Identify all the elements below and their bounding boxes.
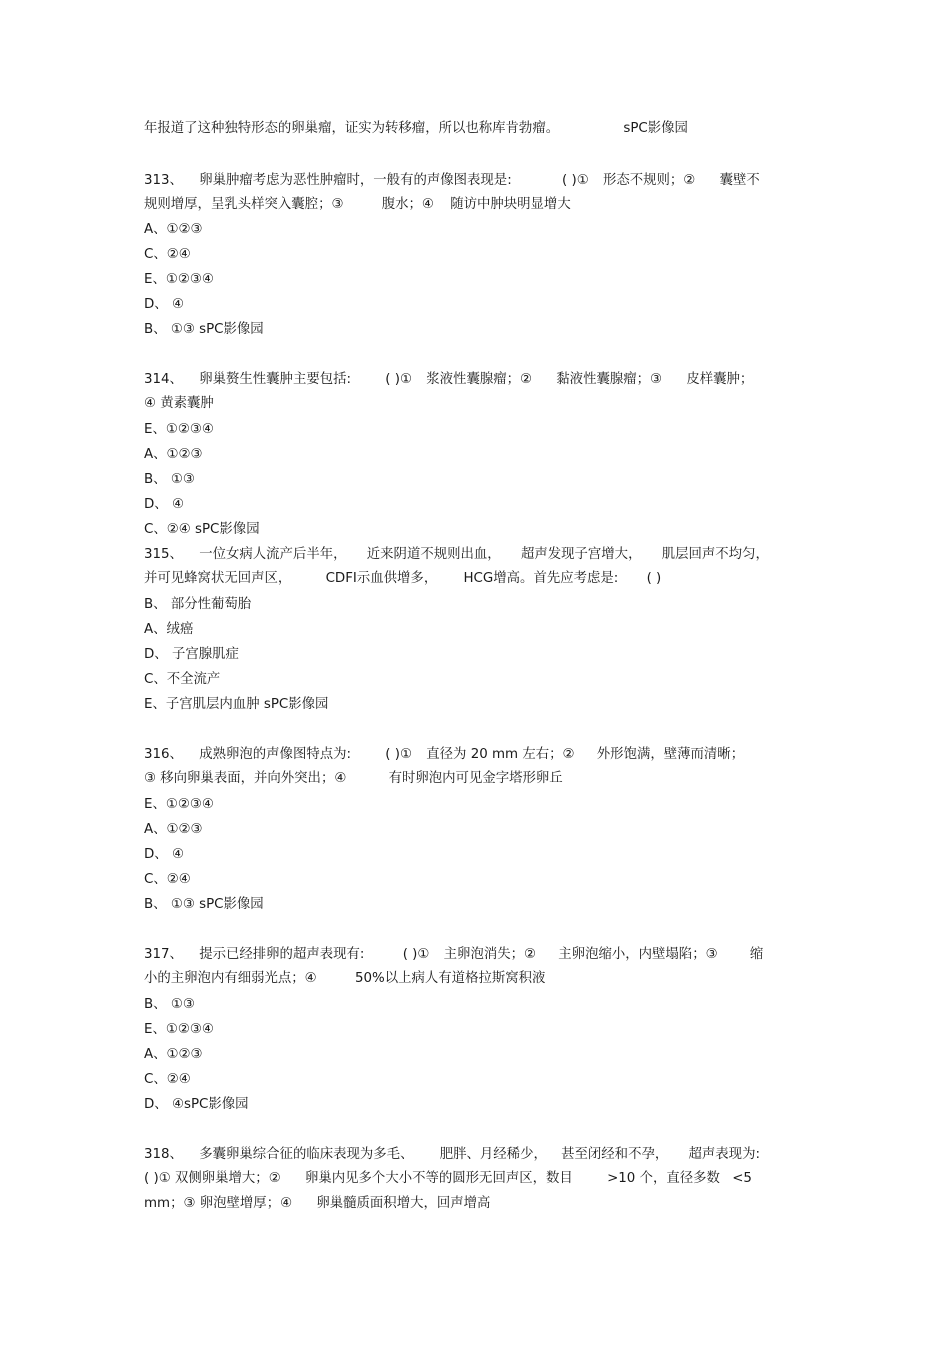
- question-stem: 超声发现子宫增大，: [520, 547, 642, 562]
- option: D、 子宫腺肌症: [144, 647, 239, 662]
- question-number: 314、: [144, 372, 183, 387]
- question-stem: 规则增厚，呈乳头样突入囊腔；③: [144, 197, 344, 212]
- question-stem: 肌层回声不均匀，: [661, 547, 769, 562]
- question-stem: 甚至闭经和不孕，: [561, 1147, 669, 1162]
- question-stem: 有时卵泡内可见金字塔形卵丘: [388, 771, 563, 786]
- option: A、①②③: [144, 1047, 203, 1062]
- question-stem: ④ 黄素囊肿: [144, 396, 214, 411]
- question-316-line-1: [144, 746, 744, 764]
- question-stem: 囊壁不: [719, 173, 760, 188]
- option: E、①②③④: [144, 272, 214, 287]
- question-stem: 直径为 20 mm 左右；②: [426, 747, 575, 762]
- question-number: 317、: [144, 947, 183, 962]
- question-316-line-2: [144, 770, 563, 788]
- option: C、②④ sPC影像园: [144, 522, 260, 537]
- option: A、①②③: [144, 447, 203, 462]
- question-stem: 皮样囊肿；: [686, 372, 754, 387]
- question-stem: 卵巢髓质面积增大，回声增高: [316, 1196, 491, 1211]
- option: B、 ①③: [144, 997, 195, 1012]
- question-315-line-2: [144, 570, 661, 588]
- option: C、不全流产: [144, 672, 221, 687]
- option: C、②④: [144, 247, 191, 262]
- option: E、①②③④: [144, 797, 214, 812]
- question-stem: 缩: [749, 947, 764, 962]
- option: A、绒癌: [144, 622, 194, 637]
- option: B、 ①③ sPC影像园: [144, 322, 264, 337]
- question-stem: 随访中肿块明显增大: [450, 197, 571, 212]
- question-stem: 主卵泡缩小，内壁塌陷；③: [558, 947, 718, 962]
- option: A、①②③: [144, 222, 203, 237]
- option: B、 ①③: [144, 472, 195, 487]
- question-stem: 提示已经排卵的超声表现有:: [199, 947, 365, 962]
- option: D、 ④sPC影像园: [144, 1097, 249, 1112]
- question-paren: ( )①: [385, 372, 413, 387]
- question-stem: 50%以上病人有道格拉斯窝积液: [354, 971, 546, 986]
- question-stem: 黏液性囊腺瘤；③: [556, 372, 663, 387]
- option: D、 ④: [144, 847, 184, 862]
- question-stem: 肥胖、月经稀少，: [439, 1147, 547, 1162]
- question-318-line-1: [144, 1146, 760, 1164]
- question-stem: 腹水；④: [381, 197, 434, 212]
- question-number: 316、: [144, 747, 183, 762]
- question-stem: CDFI示血供增多，: [325, 571, 438, 586]
- option: A、①②③: [144, 822, 203, 837]
- question-stem: HCG增高。首先应考虑是:: [463, 571, 619, 586]
- question-number: 318、: [144, 1147, 183, 1162]
- option: E、①②③④: [144, 1022, 214, 1037]
- question-stem: 并可见蜂窝状无回声区，: [144, 571, 292, 586]
- question-317-line-1: [144, 946, 763, 964]
- question-stem: 多囊卵巢综合征的临床表现为多毛、: [199, 1147, 414, 1162]
- question-stem: 卵巢内见多个大小不等的圆形无回声区，数目: [304, 1171, 573, 1186]
- question-stem: <5: [732, 1171, 752, 1186]
- question-314-line-1: [144, 371, 753, 389]
- question-paren: ( ): [646, 571, 662, 586]
- question-stem: 近来阴道不规则出血，: [366, 547, 501, 562]
- intro-line: [144, 120, 688, 138]
- question-313-line-1: [144, 172, 760, 190]
- intro-tag: sPC影像园: [623, 121, 688, 136]
- question-stem: mm；③ 卵泡壁增厚；④: [144, 1196, 293, 1211]
- option: B、 ①③ sPC影像园: [144, 897, 264, 912]
- question-stem: >10 个，直径多数: [607, 1171, 720, 1186]
- option: C、②④: [144, 1072, 191, 1087]
- question-stem: 浆液性囊腺瘤；②: [426, 372, 533, 387]
- question-paren: ( )①: [385, 747, 413, 762]
- question-317-line-2: [144, 970, 545, 988]
- question-stem: 超声表现为:: [688, 1147, 760, 1162]
- question-stem: ( )① 双侧卵巢增大；②: [144, 1171, 281, 1186]
- option: B、 部分性葡萄胎: [144, 597, 252, 612]
- question-paren: ( )①: [561, 173, 589, 188]
- question-318-line-2: [144, 1170, 752, 1188]
- question-stem: 小的主卵泡内有细弱光点；④: [144, 971, 317, 986]
- question-stem: 主卵泡消失；②: [443, 947, 537, 962]
- option: E、①②③④: [144, 422, 214, 437]
- question-stem: 形态不规则；②: [602, 173, 696, 188]
- question-number: 315、: [144, 547, 183, 562]
- question-318-line-3: [144, 1195, 490, 1213]
- question-stem: 外形饱满，壁薄而清晰；: [596, 747, 745, 762]
- intro-text: 年报道了这种独特形态的卵巢瘤，证实为转移瘤，所以也称库肯勃瘤。: [144, 121, 560, 136]
- question-314-line-2: [144, 395, 214, 413]
- question-stem: 卵巢赘生性囊肿主要包括:: [199, 372, 352, 387]
- question-stem: 卵巢肿瘤考虑为恶性肿瘤时，一般有的声像图表现是:: [199, 173, 512, 188]
- option: D、 ④: [144, 497, 184, 512]
- question-315-line-1: [144, 546, 769, 564]
- option: E、子宫肌层内血肿 sPC影像园: [144, 697, 329, 712]
- question-number: 313、: [144, 173, 183, 188]
- question-paren: ( )①: [402, 947, 430, 962]
- question-stem: 成熟卵泡的声像图特点为:: [199, 747, 352, 762]
- question-stem: 一位女病人流产后半年，: [199, 547, 347, 562]
- question-313-line-2: [144, 196, 571, 214]
- option: D、 ④: [144, 297, 184, 312]
- question-stem: ③ 移向卵巢表面，并向外突出；④: [144, 771, 347, 786]
- option: C、②④: [144, 872, 191, 887]
